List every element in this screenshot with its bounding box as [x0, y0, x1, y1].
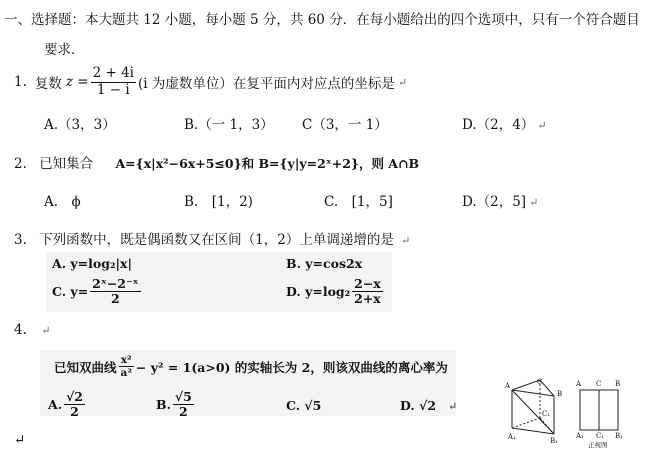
- set-formula: A={x|x²−6x+5≤0}和 B={y|y=2ˣ+2}，则 A∩B: [115, 156, 420, 171]
- vertex-label: C: [596, 380, 602, 388]
- fraction-denominator: 2: [111, 291, 120, 307]
- option-a: [48, 390, 87, 420]
- question-1-stem: [14, 66, 407, 98]
- option-a-fraction: [64, 390, 85, 420]
- fraction-denominator: 2: [179, 404, 188, 420]
- vertex-label: C₁: [596, 432, 605, 440]
- return-mark: ↵: [397, 75, 408, 89]
- option-c: [52, 277, 143, 307]
- prism-edge: [512, 428, 554, 434]
- fraction-denominator: a²: [120, 367, 132, 380]
- option-c-prefix: C. y=: [52, 284, 89, 300]
- return-mark: ↵: [448, 400, 458, 413]
- option-d: [400, 398, 457, 413]
- question-2-stem: [14, 152, 419, 172]
- fraction-numerator: 2ˣ−2⁻ˣ: [92, 276, 139, 291]
- question-number: 2.: [14, 156, 27, 172]
- option-d-text: D.（2，5]: [462, 194, 527, 210]
- option-a: A.（3，3）: [44, 117, 116, 133]
- question-number: 1.: [14, 74, 27, 91]
- prism-figure: [500, 376, 668, 448]
- vertex-label: A₁: [576, 432, 584, 440]
- return-mark: ↵: [529, 196, 539, 209]
- fraction-denominator: 1 − i: [96, 81, 130, 98]
- fraction-numerator: √2: [66, 389, 83, 404]
- option-a: A. y=log₂|x|: [52, 256, 132, 271]
- option-d: [286, 277, 385, 307]
- vertex-label: B: [557, 390, 563, 398]
- option-c: C（3，一 1）: [302, 117, 388, 133]
- option-label: B.: [156, 397, 171, 413]
- option-d-fraction: [352, 277, 383, 307]
- section-heading-line2: 要求．: [44, 42, 85, 58]
- stem-text: 下列函数中，既是偶函数又在区间（1，2）上单调递增的是: [39, 232, 394, 248]
- vertex-label: C: [537, 378, 543, 386]
- option-d: [462, 190, 538, 210]
- vertex-label: B: [615, 380, 621, 388]
- option-d: [462, 113, 547, 133]
- option-c: C. √5: [286, 398, 322, 413]
- vertex-label: B₁: [615, 432, 623, 440]
- question-number: 4.: [14, 322, 27, 338]
- fraction-denominator: 2+x: [354, 291, 381, 307]
- fraction-numerator: 2 + 4i: [92, 65, 134, 81]
- vertex-label: A: [576, 380, 582, 388]
- option-c-fraction: [90, 277, 140, 307]
- option-d-text: D.（2，4）: [462, 117, 535, 133]
- vertex-label: B₁: [550, 437, 558, 445]
- vertex-label: A₁: [508, 433, 516, 441]
- option-d-prefix: D. y=log₂: [286, 284, 351, 300]
- option-c: C. [1，5]: [324, 194, 393, 210]
- stem-text: − y² = 1(a>0) 的实轴长为 2，则该双曲线的离心率为: [135, 359, 448, 375]
- prism-edge: [512, 378, 543, 390]
- return-mark: ↵: [537, 119, 547, 132]
- return-mark: ↵: [401, 234, 411, 247]
- option-b-fraction: [173, 390, 194, 420]
- return-mark: ↵: [41, 324, 51, 337]
- prism-edge-hidden: [512, 418, 540, 428]
- option-b: [156, 390, 196, 420]
- fraction-numerator: x²: [120, 354, 132, 366]
- option-b: B.（一 1，3）: [184, 117, 274, 133]
- option-a: A. ϕ: [44, 194, 81, 210]
- fraction-numerator: √5: [174, 389, 192, 404]
- stem-text: 复数: [34, 76, 62, 93]
- section-heading-line1: 一、选择题：本大题共 12 小题，每小题 5 分，共 60 分．在每小题给出的四个选项中，只有一个符合题目: [4, 12, 640, 28]
- question-4-stem: [54, 354, 448, 379]
- stem-fraction: [119, 354, 134, 379]
- option-d-text: D. √2: [400, 398, 437, 413]
- z-label: z =: [65, 74, 89, 91]
- question-number: 3.: [14, 232, 27, 248]
- prism-edge: [512, 390, 554, 396]
- stem-text: 已知集合: [39, 156, 94, 172]
- question-3-stem: [14, 228, 410, 248]
- complex-fraction: [91, 66, 136, 98]
- fraction-denominator: 2: [70, 404, 79, 420]
- figure-caption: 正视图: [588, 441, 608, 448]
- vertex-label: C₁: [542, 410, 551, 418]
- stem-text: (i 为虚数单位）在复平面内对应点的坐标是: [138, 76, 395, 93]
- question-4-number-line: [14, 322, 50, 338]
- stem-text: 已知双曲线: [54, 359, 117, 375]
- return-mark: ↵: [14, 432, 26, 448]
- option-b: B. [1，2): [184, 194, 253, 210]
- option-b: B. y=cos2x: [286, 256, 363, 271]
- option-label: A.: [48, 397, 63, 413]
- vertex-label: A: [505, 382, 511, 390]
- fraction-numerator: 2−x: [354, 276, 381, 291]
